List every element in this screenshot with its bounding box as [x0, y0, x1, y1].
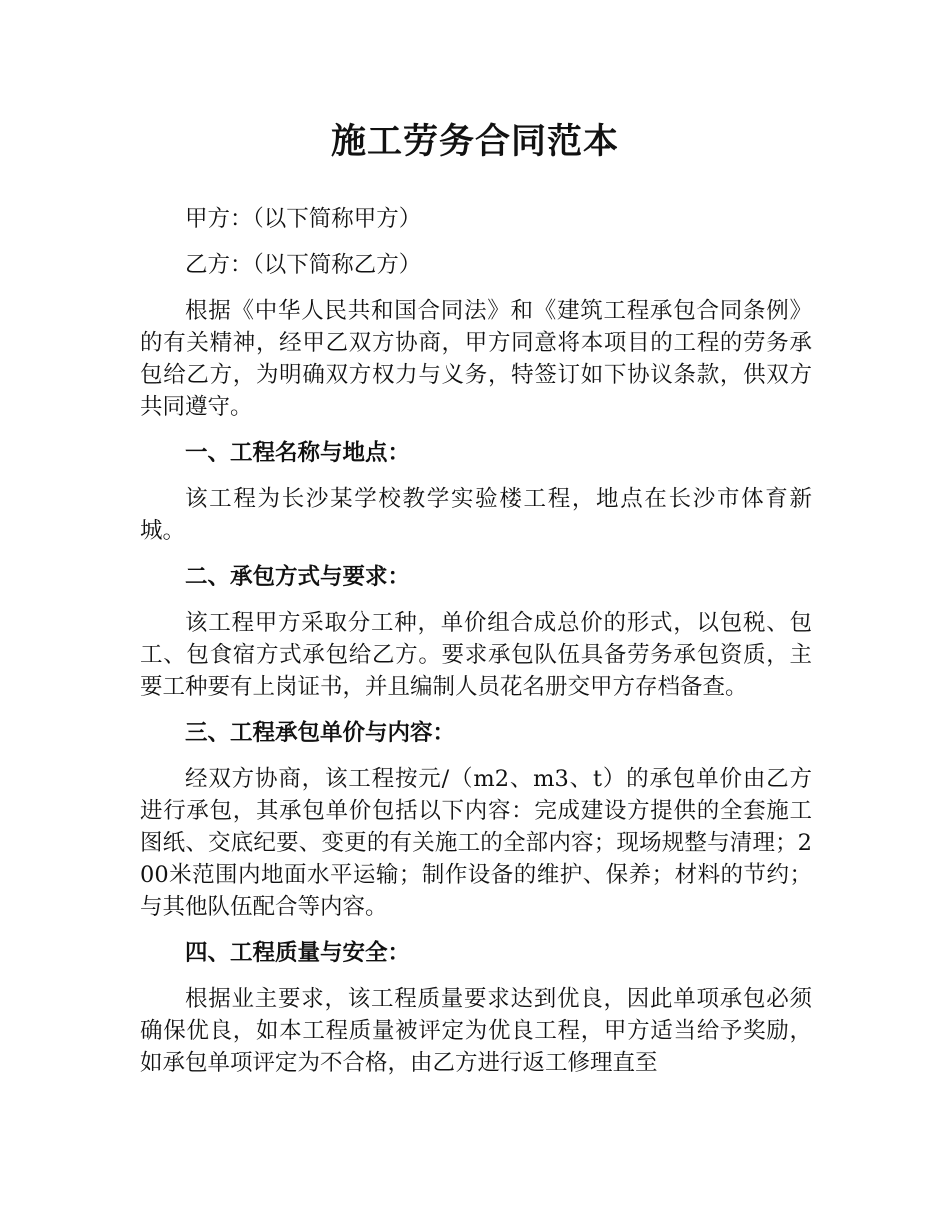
section-paragraph-1: 该工程为长沙某学校教学实验楼工程，地点在长沙市体育新城。 [140, 486, 812, 544]
section-paragraph-2: 该工程甲方采取分工种，单价组合成总价的形式，以包税、包工、包食宿方式承包给乙方。要求承包队伍具备劳务承包资质，主要工种要有上岗证书，并且编制人员花名册交甲方存档备查。 [140, 610, 812, 700]
section-heading-3: 三、工程承包单价与内容： [185, 720, 456, 746]
document-body [140, 203, 812, 1093]
section-paragraph-3: 经双方协商，该工程按元/（m2、m3、t）的承包单价由乙方进行承包，其承包单价包括以下内容：完成建设方提供的全套施工图纸、交底纪要、变更的有关施工的全部内容；现场规整与清理；200米范围内地面水平运输；制作设备的维护、保养；材料的节约；与其他队伍配合等内容。 [140, 766, 812, 920]
section-paragraph-4: 根据业主要求，该工程质量要求达到优良，因此单项承包必须确保优良，如本工程质量被评定为优良工程，甲方适当给予奖励，如承包单项评定为不合格，由乙方进行返工修理直至 [140, 986, 812, 1076]
section-heading-1: 一、工程名称与地点： [185, 440, 411, 466]
section-heading-4: 四、工程质量与安全： [185, 940, 411, 966]
document-title: 施工劳务合同范本 [330, 122, 619, 162]
section-heading-2: 二、承包方式与要求： [185, 564, 411, 590]
preamble-paragraph: 根据《中华人民共和国合同法》和《建筑工程承包合同条例》的有关精神，经甲乙双方协商，甲方同意将本项目的工程的劳务承包给乙方，为明确双方权力与义务，特签订如下协议条款，供双方共同遵守。 [140, 298, 812, 420]
party-b-line: 乙方：（以下简称乙方） [185, 252, 422, 278]
party-a-line: 甲方：（以下简称甲方） [185, 206, 422, 232]
